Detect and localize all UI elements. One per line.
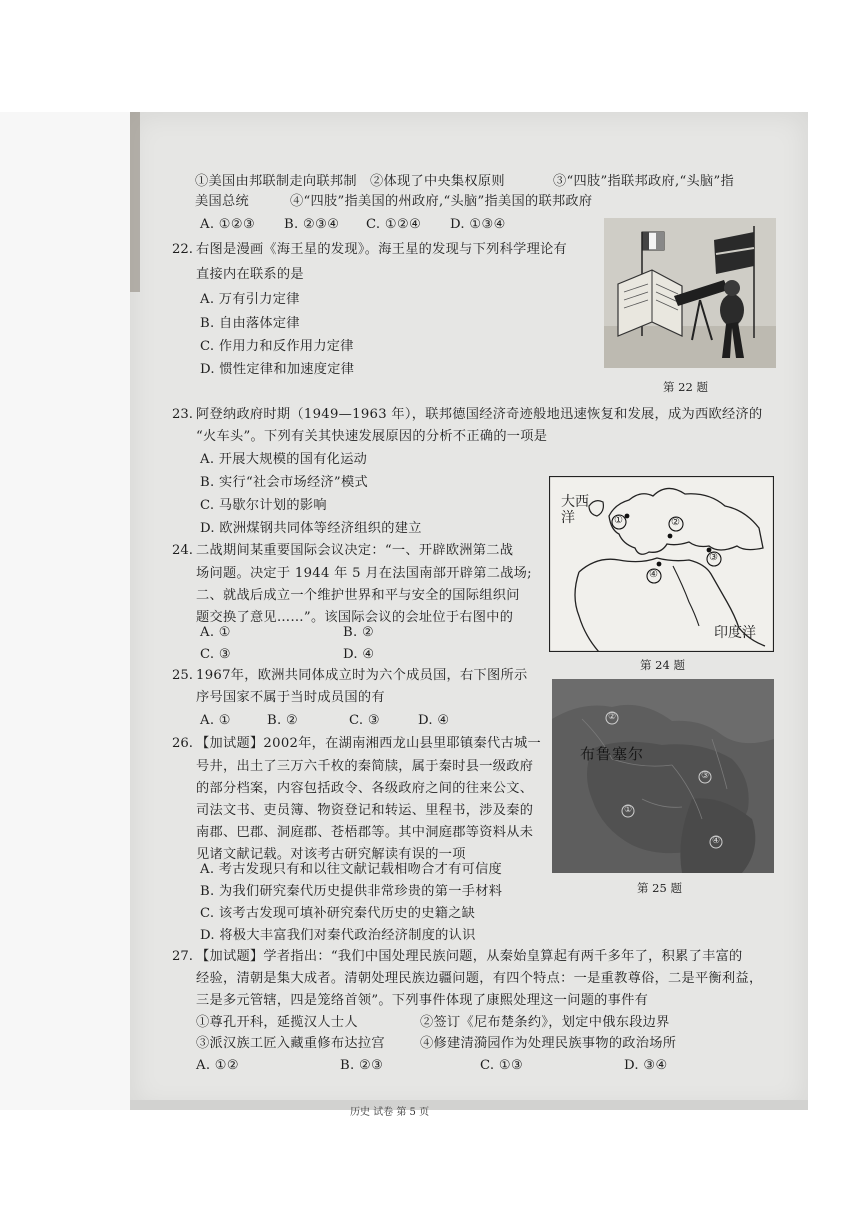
q23-stem-2: “火车头”。下列有关其快速发展原因的分析不正确的一项是: [196, 429, 548, 444]
q21-item-3: ③“四肢”指联邦政府,“头脑”指: [553, 174, 735, 189]
q23-option-c: C. 马歇尔计划的影响: [200, 498, 327, 513]
q26-option-c: C. 该考古发现可填补研究秦代历史的史籍之缺: [200, 906, 476, 921]
q22-option-c: C. 作用力和反作用力定律: [200, 339, 354, 354]
q27-option-c: C. ①③: [480, 1058, 524, 1073]
q24-stem-2: 场问题。决定于 1944 年 5 月在法国南部开辟第二战场;: [196, 566, 532, 581]
marker-4: ④: [649, 569, 658, 580]
q25-option-b: B. ②: [267, 713, 299, 728]
q26-option-a: A. 考古发现只有和以往文献记载相吻合才有可信度: [200, 862, 503, 877]
europe-africa-map: [549, 476, 774, 652]
q24-number: 24.: [172, 543, 193, 558]
q23-number: 23.: [172, 407, 193, 422]
q26-stem-2: 号井，出土了三万六千枚的秦简牍，属于秦时县一级政府: [196, 759, 534, 774]
q23-option-b: B. 实行“社会市场经济”模式: [200, 475, 368, 490]
q25-caption: 第 25 题: [637, 881, 682, 895]
eec-marker-1: ①: [624, 805, 633, 815]
q22-option-a: A. 万有引力定律: [200, 292, 300, 307]
q26-stem-1: 【加试题】2002年，在湖南湘西龙山县里耶镇秦代古城一: [196, 736, 541, 751]
q26-stem-4: 司法文书、吏员簿、物资登记和转运、里程书，涉及秦的: [196, 803, 534, 818]
q22-number: 22.: [172, 242, 193, 257]
q24-stem-1: 二战期间某重要国际会议决定：“一、开辟欧洲第二战: [196, 543, 514, 558]
eec-marker-3: ③: [701, 771, 710, 781]
q21-item-4: ④“四肢”指美国的州政府,“头脑”指美国的联邦政府: [290, 194, 593, 209]
q24-option-b: B. ②: [343, 625, 375, 640]
q25-option-c: C. ③: [349, 713, 381, 728]
marker-2: ②: [671, 517, 680, 528]
q24-option-c: C. ③: [200, 647, 232, 662]
indian-ocean-label: 印度洋: [714, 625, 756, 641]
paper-shadow-edge: [130, 112, 140, 292]
eec-map: [552, 679, 774, 873]
q22-option-b: B. 自由落体定律: [200, 316, 300, 331]
q26-stem-6: 见诸文献记载。对该考古研究解读有误的一项: [196, 847, 466, 862]
marker-3: ③: [709, 552, 718, 563]
q23-stem-1: 阿登纳政府时期（1949—1963 年），联邦德国经济奇迹般地迅速恢复和发展，成为西欧经济的: [196, 407, 763, 422]
page-footer: 历史 试卷 第 5 页: [350, 1107, 430, 1118]
q27-item-2: ②签订《尼布楚条约》，划定中俄东段边界: [420, 1015, 670, 1030]
q27-item-3: ③派汉族工匠入藏重修布达拉宫: [196, 1036, 385, 1051]
q25-option-d: D. ④: [418, 713, 450, 728]
q27-option-d: D. ③④: [624, 1058, 668, 1073]
neptune-cartoon-image: [604, 218, 776, 368]
q22-caption: 第 22 题: [663, 380, 708, 394]
q24-stem-4: 题交换了意见……”。该国际会议的会址位于右图中的: [196, 610, 514, 625]
q21-option-d: D. ①③④: [450, 217, 506, 232]
q21-item-1: ①美国由邦联制走向联邦制: [195, 174, 357, 189]
brussels-label: 布鲁塞尔: [580, 745, 645, 763]
q26-stem-5: 南郡、巴郡、洞庭郡、苍梧郡等。其中洞庭郡等资料从未: [196, 825, 534, 840]
q23-option-a: A. 开展大规模的国有化运动: [200, 452, 368, 467]
q25-number: 25.: [172, 668, 193, 683]
background-left-margin: [0, 112, 132, 1110]
atlantic-ocean-label: 大西洋: [561, 494, 589, 526]
q27-option-b: B. ②③: [340, 1058, 384, 1073]
q27-item-1: ①尊孔开科，延揽汉人士人: [196, 1015, 358, 1030]
q26-option-d: D. 将极大丰富我们对秦代政治经济制度的认识: [200, 928, 476, 943]
q25-option-a: A. ①: [200, 713, 231, 728]
q21-option-c: C. ①②④: [366, 217, 422, 232]
q25-stem-2: 序号国家不属于当时成员国的有: [196, 690, 385, 705]
q27-item-4: ④修建清漪园作为处理民族事物的政治场所: [420, 1036, 677, 1051]
q24-stem-3: 二、就战后成立一个维护世界和平与安全的国际组织问: [196, 588, 520, 603]
q24-caption: 第 24 题: [640, 658, 685, 672]
eec-marker-4: ④: [712, 836, 721, 846]
q26-option-b: B. 为我们研究秦代历史提供非常珍贵的第一手材料: [200, 884, 503, 899]
q27-stem-2: 经验，清朝是集大成者。清朝处理民族边疆问题，有四个特点：一是重教尊俗，二是平衡利益，: [196, 971, 763, 986]
q21-item-2: ②体现了中央集权原则: [370, 174, 505, 189]
q21-option-b: B. ②③④: [284, 217, 340, 232]
q21-option-a: A. ①②③: [200, 217, 256, 232]
q25-stem-1: 1967年，欧洲共同体成立时为六个成员国，右下图所示: [196, 668, 528, 683]
q26-stem-3: 的部分档案，内容包括政令、各级政府之间的往来公文、: [196, 781, 534, 796]
marker-1: ①: [614, 515, 623, 526]
q24-option-d: D. ④: [343, 647, 375, 662]
q22-option-d: D. 惯性定律和加速度定律: [200, 362, 355, 377]
q21-item-3-cont: 美国总统: [195, 194, 249, 209]
q22-stem-1: 右图是漫画《海王星的发现》。海王星的发现与下列科学理论有: [196, 242, 568, 257]
q26-number: 26.: [172, 736, 193, 751]
q27-option-a: A. ①②: [196, 1058, 240, 1073]
q27-stem-3: 三是多元管辖，四是笼络首领”。下列事件体现了康熙处理这一问题的事件有: [196, 993, 649, 1008]
q27-number: 27.: [172, 949, 193, 964]
q27-stem-1: 【加试题】学者指出：“我们中国处理民族问题，从秦始皇算起有两千多年了，积累了丰富的: [196, 949, 743, 964]
q23-option-d: D. 欧洲煤钢共同体等经济组织的建立: [200, 521, 422, 536]
paper-bottom-edge: [130, 1100, 808, 1110]
q24-option-a: A. ①: [200, 625, 231, 640]
eec-marker-2: ②: [608, 712, 617, 722]
q22-stem-2: 直接内在联系的是: [196, 267, 304, 282]
